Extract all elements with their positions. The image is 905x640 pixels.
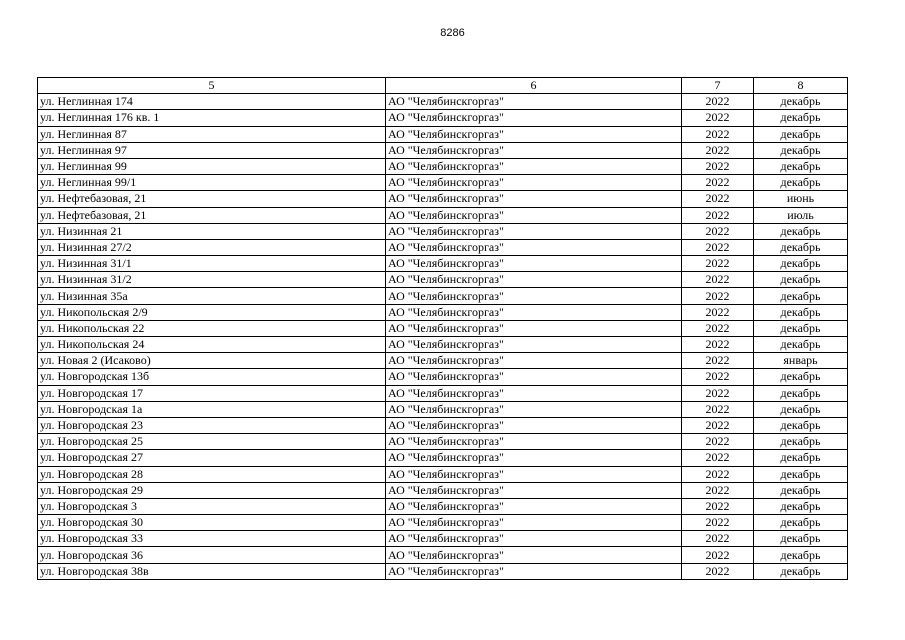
year-cell: 2022 xyxy=(682,239,754,255)
table-row xyxy=(38,191,848,207)
header-row xyxy=(38,78,848,94)
year-cell: 2022 xyxy=(682,191,754,207)
year-cell: 2022 xyxy=(682,223,754,239)
address-cell: ул. Неглинная 87 xyxy=(38,126,386,142)
month-cell: декабрь xyxy=(754,288,848,304)
table-row xyxy=(38,401,848,417)
month-cell: декабрь xyxy=(754,223,848,239)
year-cell: 2022 xyxy=(682,126,754,142)
address-cell: ул. Неглинная 176 кв. 1 xyxy=(38,110,386,126)
year-cell: 2022 xyxy=(682,434,754,450)
organization-cell: АО "Челябинскгоргаз" xyxy=(386,207,682,223)
year-cell: 2022 xyxy=(682,320,754,336)
organization-cell: АО "Челябинскгоргаз" xyxy=(386,434,682,450)
table-body xyxy=(38,94,848,580)
month-cell: декабрь xyxy=(754,175,848,191)
month-cell: январь xyxy=(754,353,848,369)
address-cell: ул. Новгородская 1а xyxy=(38,401,386,417)
organization-cell: АО "Челябинскгоргаз" xyxy=(386,498,682,514)
organization-cell: АО "Челябинскгоргаз" xyxy=(386,417,682,433)
month-cell: декабрь xyxy=(754,158,848,174)
address-cell: ул. Новгородская 29 xyxy=(38,482,386,498)
organization-cell: АО "Челябинскгоргаз" xyxy=(386,320,682,336)
address-cell: ул. Низинная 31/1 xyxy=(38,256,386,272)
header-col-8: 8 xyxy=(754,78,848,94)
year-cell: 2022 xyxy=(682,531,754,547)
header-col-6: 6 xyxy=(386,78,682,94)
table-row xyxy=(38,515,848,531)
table-row xyxy=(38,272,848,288)
address-cell: ул. Новгородская 3 xyxy=(38,498,386,514)
year-cell: 2022 xyxy=(682,158,754,174)
organization-cell: АО "Челябинскгоргаз" xyxy=(386,482,682,498)
year-cell: 2022 xyxy=(682,256,754,272)
table-row xyxy=(38,175,848,191)
table-row xyxy=(38,110,848,126)
month-cell: декабрь xyxy=(754,385,848,401)
table-row xyxy=(38,369,848,385)
organization-cell: АО "Челябинскгоргаз" xyxy=(386,175,682,191)
organization-cell: АО "Челябинскгоргаз" xyxy=(386,142,682,158)
table-row xyxy=(38,288,848,304)
address-cell: ул. Новгородская 13б xyxy=(38,369,386,385)
address-cell: ул. Неглинная 174 xyxy=(38,94,386,110)
header-col-5: 5 xyxy=(38,78,386,94)
table-row xyxy=(38,223,848,239)
organization-cell: АО "Челябинскгоргаз" xyxy=(386,353,682,369)
address-cell: ул. Новгородская 27 xyxy=(38,450,386,466)
table-row xyxy=(38,353,848,369)
year-cell: 2022 xyxy=(682,466,754,482)
organization-cell: АО "Челябинскгоргаз" xyxy=(386,223,682,239)
year-cell: 2022 xyxy=(682,207,754,223)
address-cell: ул. Неглинная 99/1 xyxy=(38,175,386,191)
year-cell: 2022 xyxy=(682,353,754,369)
year-cell: 2022 xyxy=(682,272,754,288)
month-cell: декабрь xyxy=(754,482,848,498)
year-cell: 2022 xyxy=(682,304,754,320)
organization-cell: АО "Челябинскгоргаз" xyxy=(386,288,682,304)
month-cell: декабрь xyxy=(754,531,848,547)
year-cell: 2022 xyxy=(682,547,754,563)
year-cell: 2022 xyxy=(682,110,754,126)
month-cell: декабрь xyxy=(754,563,848,579)
address-cell: ул. Новгородская 38в xyxy=(38,563,386,579)
table-row xyxy=(38,94,848,110)
header-col-7: 7 xyxy=(682,78,754,94)
address-cell: ул. Нефтебазовая, 21 xyxy=(38,207,386,223)
month-cell: декабрь xyxy=(754,417,848,433)
organization-cell: АО "Челябинскгоргаз" xyxy=(386,126,682,142)
table-row xyxy=(38,466,848,482)
address-cell: ул. Новгородская 17 xyxy=(38,385,386,401)
address-cell: ул. Неглинная 97 xyxy=(38,142,386,158)
organization-cell: АО "Челябинскгоргаз" xyxy=(386,304,682,320)
year-cell: 2022 xyxy=(682,417,754,433)
month-cell: декабрь xyxy=(754,272,848,288)
year-cell: 2022 xyxy=(682,385,754,401)
year-cell: 2022 xyxy=(682,515,754,531)
table-row xyxy=(38,239,848,255)
address-cell: ул. Новая 2 (Исаково) xyxy=(38,353,386,369)
month-cell: декабрь xyxy=(754,450,848,466)
month-cell: июнь xyxy=(754,191,848,207)
organization-cell: АО "Челябинскгоргаз" xyxy=(386,158,682,174)
year-cell: 2022 xyxy=(682,94,754,110)
organization-cell: АО "Челябинскгоргаз" xyxy=(386,450,682,466)
address-cell: ул. Неглинная 99 xyxy=(38,158,386,174)
address-cell: ул. Никопольская 2/9 xyxy=(38,304,386,320)
month-cell: декабрь xyxy=(754,369,848,385)
address-cell: ул. Никопольская 24 xyxy=(38,337,386,353)
address-cell: ул. Новгородская 28 xyxy=(38,466,386,482)
table-row xyxy=(38,482,848,498)
table-row xyxy=(38,531,848,547)
organization-cell: АО "Челябинскгоргаз" xyxy=(386,256,682,272)
address-cell: ул. Низинная 27/2 xyxy=(38,239,386,255)
table-row xyxy=(38,385,848,401)
organization-cell: АО "Челябинскгоргаз" xyxy=(386,466,682,482)
table-row xyxy=(38,256,848,272)
registry-table xyxy=(37,77,848,580)
table-row xyxy=(38,304,848,320)
organization-cell: АО "Челябинскгоргаз" xyxy=(386,337,682,353)
month-cell: декабрь xyxy=(754,515,848,531)
month-cell: декабрь xyxy=(754,401,848,417)
organization-cell: АО "Челябинскгоргаз" xyxy=(386,547,682,563)
month-cell: декабрь xyxy=(754,337,848,353)
month-cell: декабрь xyxy=(754,256,848,272)
month-cell: декабрь xyxy=(754,142,848,158)
year-cell: 2022 xyxy=(682,450,754,466)
month-cell: декабрь xyxy=(754,434,848,450)
table-row xyxy=(38,417,848,433)
address-cell: ул. Низинная 21 xyxy=(38,223,386,239)
address-cell: ул. Новгородская 25 xyxy=(38,434,386,450)
year-cell: 2022 xyxy=(682,175,754,191)
year-cell: 2022 xyxy=(682,482,754,498)
table-row xyxy=(38,434,848,450)
organization-cell: АО "Челябинскгоргаз" xyxy=(386,369,682,385)
organization-cell: АО "Челябинскгоргаз" xyxy=(386,563,682,579)
organization-cell: АО "Челябинскгоргаз" xyxy=(386,94,682,110)
year-cell: 2022 xyxy=(682,563,754,579)
year-cell: 2022 xyxy=(682,498,754,514)
month-cell: июль xyxy=(754,207,848,223)
organization-cell: АО "Челябинскгоргаз" xyxy=(386,239,682,255)
table-row xyxy=(38,158,848,174)
month-cell: декабрь xyxy=(754,320,848,336)
table-row xyxy=(38,547,848,563)
organization-cell: АО "Челябинскгоргаз" xyxy=(386,110,682,126)
year-cell: 2022 xyxy=(682,401,754,417)
month-cell: декабрь xyxy=(754,547,848,563)
address-cell: ул. Новгородская 36 xyxy=(38,547,386,563)
address-cell: ул. Новгородская 30 xyxy=(38,515,386,531)
table-row xyxy=(38,563,848,579)
year-cell: 2022 xyxy=(682,288,754,304)
table-row xyxy=(38,320,848,336)
table-row xyxy=(38,142,848,158)
table-row xyxy=(38,337,848,353)
table-row xyxy=(38,450,848,466)
organization-cell: АО "Челябинскгоргаз" xyxy=(386,531,682,547)
year-cell: 2022 xyxy=(682,142,754,158)
address-cell: ул. Никопольская 22 xyxy=(38,320,386,336)
organization-cell: АО "Челябинскгоргаз" xyxy=(386,385,682,401)
year-cell: 2022 xyxy=(682,337,754,353)
address-cell: ул. Низинная 35а xyxy=(38,288,386,304)
organization-cell: АО "Челябинскгоргаз" xyxy=(386,401,682,417)
address-cell: ул. Нефтебазовая, 21 xyxy=(38,191,386,207)
month-cell: декабрь xyxy=(754,110,848,126)
month-cell: декабрь xyxy=(754,304,848,320)
organization-cell: АО "Челябинскгоргаз" xyxy=(386,272,682,288)
address-cell: ул. Новгородская 33 xyxy=(38,531,386,547)
table-row xyxy=(38,498,848,514)
month-cell: декабрь xyxy=(754,239,848,255)
month-cell: декабрь xyxy=(754,466,848,482)
table-row xyxy=(38,126,848,142)
table-row xyxy=(38,207,848,223)
month-cell: декабрь xyxy=(754,126,848,142)
page-number: 8286 xyxy=(440,27,465,39)
month-cell: декабрь xyxy=(754,498,848,514)
organization-cell: АО "Челябинскгоргаз" xyxy=(386,191,682,207)
address-cell: ул. Новгородская 23 xyxy=(38,417,386,433)
month-cell: декабрь xyxy=(754,94,848,110)
year-cell: 2022 xyxy=(682,369,754,385)
organization-cell: АО "Челябинскгоргаз" xyxy=(386,515,682,531)
address-cell: ул. Низинная 31/2 xyxy=(38,272,386,288)
